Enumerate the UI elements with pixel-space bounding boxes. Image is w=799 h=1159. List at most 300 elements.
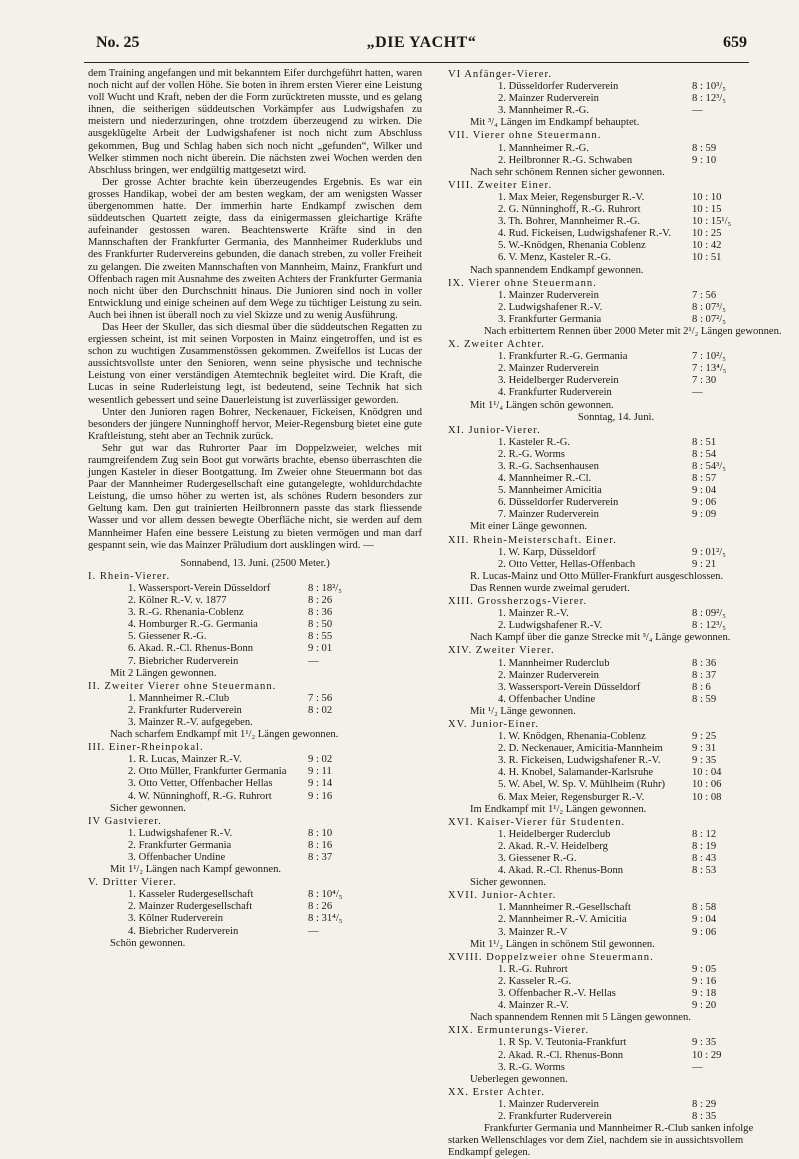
result-row xyxy=(88,754,422,766)
finish-time: 10 : 25 xyxy=(692,228,722,240)
crew-name: 2. Frankfurter Germania xyxy=(128,839,232,851)
crew-name: 1. Mannheimer Ruderclub xyxy=(498,657,610,669)
finish-time: 8 : 29 xyxy=(692,1098,717,1110)
crew-name: 1. Mainzer Ruderverein xyxy=(498,289,599,301)
race-title: VI Anfänger-Vierer. xyxy=(448,69,553,80)
race-title: XX. Erster Achter. xyxy=(448,1086,545,1098)
finish-time: — xyxy=(308,655,319,667)
journal-title: „DIE YACHT“ xyxy=(366,34,477,51)
finish-time: 8 : 50 xyxy=(308,619,333,631)
result-row xyxy=(88,705,422,717)
finish-time: 8 : 12³/₅ xyxy=(692,93,726,105)
finish-time: 10 : 29 xyxy=(692,1049,722,1061)
finish-time: 9 : 20 xyxy=(692,1000,717,1012)
crew-name: 2. Otto Müller, Frankfurter Germania xyxy=(128,766,287,778)
race-title: XII. Rhein-Meisterschaft. Einer. xyxy=(448,534,617,546)
crew-name: 1. Wassersport-Verein Düsseldorf xyxy=(128,582,271,594)
finish-time: 8 : 35 xyxy=(692,1110,717,1122)
crew-name: 1. Heidelberger Ruderclub xyxy=(498,828,611,840)
race-title: XVII. Junior-Achter. xyxy=(448,890,557,902)
crew-name: 3. Mainzer R.-V. aufgegeben. xyxy=(128,716,253,728)
finish-time: 8 : 36 xyxy=(308,607,333,619)
crew-name: 2. D. Neckenauer, Amicitia-Mannheim xyxy=(498,743,663,755)
finish-time: 9 : 35 xyxy=(692,1037,717,1049)
finish-time: 8 : 19 xyxy=(692,840,717,852)
result-row xyxy=(448,792,784,804)
result-row xyxy=(88,607,422,619)
article-paragraph: Sehr gut war das Ruhrorter Paar im Doppelzweier, welches mit raumgreifendem Zug sein Boot gut vorwärts brachte, ebenso überraschten die jungen Kasteler in dieser Bootgattung. Im Zweier ohne Steuermann bot das Paar der Mannheimer Rudergesellschaft eine gutangelegte, wohldurchdachte Leistung, die umso höher zu werten ist, als schönes Rudern besonders zur Geltung kam. Den gut trainierten Heilbronnern passte das stark fliessende Wasser und vor allem dessen bewegte Oberfläche nicht, sie werden auf dem Mannheimer Hafen eine bessere Leistung zu bieten vermögen und man darf gespannt sein, wie das Mainzer Präludium dort ausklingen wird. — xyxy=(88,442,422,551)
result-row xyxy=(448,192,784,204)
finish-time: 10 : 42 xyxy=(692,240,722,252)
finish-time: 9 : 06 xyxy=(692,926,717,938)
finish-time: 9 : 05 xyxy=(692,963,717,975)
race-note: Nach sehr schönem Rennen sicher gewonnen. xyxy=(470,166,665,178)
result-row xyxy=(448,302,784,314)
race-note: Nach spannendem Rennen mit 5 Längen gewonnen. xyxy=(470,1012,691,1024)
crew-name: 4. Offenbacher Undine xyxy=(498,693,596,705)
crew-name: 1. R Sp. V. Teutonia-Frankfurt xyxy=(498,1037,627,1049)
race-note: Nach Kampf über die ganze Strecke mit ³/₄ Länge gewonnen. xyxy=(470,632,731,644)
race-result xyxy=(88,816,422,876)
crew-name: 4. Rud. Fickeisen, Ludwigshafener R.-V. xyxy=(498,228,672,240)
crew-name: 7. Biebricher Ruderverein xyxy=(128,655,239,667)
finish-time: 8 : 58 xyxy=(692,902,717,914)
result-row xyxy=(448,461,784,473)
finish-time: 9 : 04 xyxy=(692,914,717,926)
crew-name: 2. Mainzer Ruderverein xyxy=(498,669,599,681)
finish-time: 8 : 59 xyxy=(692,142,717,154)
finish-time: 8 : 57 xyxy=(692,473,717,485)
crew-name: 3. R.-G. Sachsenhausen xyxy=(498,461,599,472)
race-result xyxy=(448,1025,784,1085)
result-row xyxy=(448,608,784,620)
result-row xyxy=(448,914,784,926)
race-result xyxy=(88,877,422,950)
result-row xyxy=(448,105,784,117)
result-row xyxy=(448,964,784,976)
result-row xyxy=(448,841,784,853)
result-row xyxy=(448,731,784,743)
result-row xyxy=(448,853,784,865)
result-row xyxy=(88,828,422,840)
race-result xyxy=(448,817,784,890)
crew-name: 7. Mainzer Ruderverein xyxy=(498,509,599,521)
result-row xyxy=(448,485,784,497)
race-result xyxy=(88,742,422,815)
finish-time: 8 : 37 xyxy=(692,669,717,681)
finish-time: 8 : 54 xyxy=(692,448,717,460)
crew-name: 6. V. Menz, Kasteler R.-G. xyxy=(498,252,611,264)
result-row xyxy=(448,779,784,791)
finish-time: 8 : 37 xyxy=(308,852,333,863)
result-row xyxy=(448,143,784,155)
crew-name: 6. Düsseldorfer Ruderverein xyxy=(498,497,619,509)
result-row xyxy=(448,216,784,228)
finish-time: 9 : 01 xyxy=(308,643,333,655)
race-title: XIV. Zweiter Vierer. xyxy=(448,645,555,657)
result-row xyxy=(88,656,422,668)
race-note: Sicher gewonnen. xyxy=(110,802,186,814)
finish-time: 10 : 06 xyxy=(692,779,722,791)
result-row xyxy=(88,693,422,705)
result-row xyxy=(88,926,422,938)
race-note: Mit 1¹/₂ Längen in schönem Stil gewonnen. xyxy=(470,938,655,950)
finish-time: 9 : 18 xyxy=(692,988,717,1000)
crew-name: 3. Offenbacher R.-V. Hellas xyxy=(498,988,616,1000)
result-row xyxy=(448,252,784,264)
finish-time: 8 : 54³/₅ xyxy=(692,461,726,472)
result-row xyxy=(448,228,784,240)
finish-time: 10 : 51 xyxy=(692,252,722,264)
result-row xyxy=(448,658,784,670)
race-title: X. Zweiter Achter. xyxy=(448,339,545,351)
crew-name: 3. Heidelberger Ruderverein xyxy=(498,375,619,387)
finish-time: 7 : 10²/₅ xyxy=(692,351,726,363)
race-result xyxy=(448,890,784,950)
crew-name: 1. Kasseler Rudergesellschaft xyxy=(128,889,254,901)
article-paragraph: Unter den Junioren ragen Bohrer, Neckenauer, Fickeisen, Knödgren und besonders der jüngere Nunninghoff hervor, Meier-Regensburg bietet eine gute Kraftleistung, steht aber an Technik zurück. xyxy=(88,406,422,442)
race-title: IV Gastvierer. xyxy=(88,815,162,827)
crew-name: 2. Kasseler R.-G. xyxy=(498,975,572,987)
race-title: V. Dritter Vierer. xyxy=(88,877,177,889)
race-note: Mit 1¹/₄ Längen schön gewonnen. xyxy=(470,399,614,411)
finish-time: 10 : 04 xyxy=(692,767,722,779)
crew-name: 6. Akad. R.-Cl. Rhenus-Bonn xyxy=(128,643,254,655)
result-row xyxy=(448,363,784,375)
race-result xyxy=(448,1087,784,1159)
result-row xyxy=(448,314,784,326)
finish-time: 8 : 18²/₅ xyxy=(308,582,342,594)
result-row xyxy=(448,290,784,302)
crew-name: 5. W.-Knödgen, Rhenania Coblenz xyxy=(498,240,646,252)
page-number: 659 xyxy=(723,34,747,51)
result-row xyxy=(448,437,784,449)
result-row xyxy=(448,743,784,755)
race-result xyxy=(448,425,784,534)
finish-time: 9 : 09 xyxy=(692,509,717,521)
finish-time: 8 : 55 xyxy=(308,631,333,643)
results-list xyxy=(88,571,422,950)
crew-name: 1. Kasteler R.-G. xyxy=(498,436,571,448)
article-paragraph: Der grosse Achter brachte kein überzeugendes Ergebnis. Es war ein grosses Handikap, wobei der am besten wegkam, der am wenigsten Wasser übergenommen hatte. Der immerhin harte Endkampf zwischen dem süddeutschen Quartett zeigte, dass da einigermassen gleichartige Kräfte aufeinander gestossen waren. Beachtenswerte Kräfte sind in den Mannschaften der Frankfurter Germania, des Mannheimer Ruderklubs und des Frankfurter Rudervereins gebunden, die danach streben, zu voller Freiheit zu gelangen. Die zweiten Mannschaften von Mannheim, Mainz, Frankfurt und Offenbach ragen mit Ausnahme des zweiten Achters der Frankfurter Germania noch nicht über den Durchschnitt hinaus. Die Junioren sind noch in voller Entwicklung und einige scheinen auf dem Wege zu tüchtiger Leistung zu sein. Auch bei ihnen ist überall noch zu viel Skizze und zu wenig Ausführung. xyxy=(88,176,422,321)
header-rule xyxy=(84,62,749,63)
result-row xyxy=(448,1037,784,1049)
finish-time: 9 : 16 xyxy=(692,975,717,987)
result-row xyxy=(448,93,784,105)
finish-time: 10 : 10 xyxy=(692,191,722,203)
finish-time: 9 : 25 xyxy=(692,731,717,743)
result-row xyxy=(88,778,422,790)
result-row xyxy=(448,767,784,779)
race-title: XIII. Grossherzogs-Vierer. xyxy=(448,596,588,608)
race-note: Mit 1¹/₂ Längen nach Kampf gewonnen. xyxy=(110,864,282,876)
result-row xyxy=(448,155,784,167)
finish-time: — xyxy=(692,1061,703,1073)
result-row xyxy=(88,840,422,852)
race-title: XVI. Kaiser-Vierer für Studenten. xyxy=(448,816,626,828)
result-row xyxy=(448,497,784,509)
crew-name: 3. R. Fickeisen, Ludwigshafener R.-V. xyxy=(498,755,661,767)
race-title: XV. Junior-Einer. xyxy=(448,718,540,730)
result-row xyxy=(448,547,784,559)
crew-name: 1. Mannheimer R.-Gesellschaft xyxy=(498,902,631,914)
race-note: Mit ¹/₂ Länge gewonnen. xyxy=(470,705,576,717)
crew-name: 1. Max Meier, Regensburger R.-V. xyxy=(498,191,645,203)
finish-time xyxy=(308,717,368,729)
finish-time: 9 : 21 xyxy=(692,558,717,570)
crew-name: 3. Wassersport-Verein Düsseldorf xyxy=(498,681,641,693)
crew-name: 1. Mannheimer R.-G. xyxy=(498,142,589,154)
race-note: Nach scharfem Endkampf mit 1¹/₂ Längen gewonnen. xyxy=(110,729,339,741)
crew-name: 2. Ludwigshafener R.-V. xyxy=(498,301,603,313)
result-row xyxy=(448,375,784,387)
page-header xyxy=(96,34,747,56)
finish-time: 8 : 07²/₅ xyxy=(692,313,726,325)
result-row xyxy=(448,902,784,914)
result-row xyxy=(448,829,784,841)
result-row xyxy=(448,240,784,252)
finish-time: 8 : 26 xyxy=(308,595,333,607)
result-row xyxy=(448,81,784,93)
result-row xyxy=(448,204,784,216)
result-row xyxy=(448,976,784,988)
crew-name: 3. Offenbacher Undine xyxy=(128,852,226,863)
crew-name: 1. W. Knödgen, Rhenania-Coblenz xyxy=(498,731,646,743)
race-title: I. Rhein-Vierer. xyxy=(88,570,171,582)
race-result xyxy=(448,69,784,129)
finish-time: 8 : 10 xyxy=(308,827,333,839)
crew-name: 6. Max Meier, Regensburger R.-V. xyxy=(498,791,645,803)
race-title: III. Einer-Rheinpokal. xyxy=(88,742,204,754)
finish-time: 8 : 09²/₅ xyxy=(692,608,726,620)
finish-time: 8 : 26 xyxy=(308,901,333,913)
crew-name: 3. R.-G. Worms xyxy=(498,1061,565,1073)
result-row xyxy=(448,559,784,571)
results-list xyxy=(448,69,784,412)
result-row xyxy=(88,913,422,925)
finish-time: 9 : 01²/₅ xyxy=(692,546,726,558)
crew-name: 2. Heilbronner R.-G. Schwaben xyxy=(498,154,633,166)
left-column xyxy=(88,68,422,950)
crew-name: 1. Mainzer Ruderverein xyxy=(498,1098,599,1110)
crew-name: 3. Kölner Ruderverein xyxy=(128,913,224,925)
race-title: VIII. Zweiter Einer. xyxy=(448,179,553,191)
finish-time: 9 : 10 xyxy=(692,154,717,166)
result-row xyxy=(448,1062,784,1074)
finish-time: 9 : 04 xyxy=(692,485,717,497)
race-title: VII. Vierer ohne Steuermann. xyxy=(448,130,602,142)
crew-name: 4. W. Nünninghoff, R.-G. Ruhrort xyxy=(128,790,272,802)
finish-time: 9 : 02 xyxy=(308,754,333,766)
race-result xyxy=(88,681,422,741)
result-row xyxy=(88,717,422,729)
result-row xyxy=(88,595,422,607)
crew-name: 2. Kölner R.-V. v. 1877 xyxy=(128,595,227,607)
crew-name: 3. Mannheimer R.-G. xyxy=(498,105,589,117)
result-row xyxy=(88,766,422,778)
crew-name: 5. W. Abel, W. Sp. V. Mühlheim (Ruhr) xyxy=(498,779,666,791)
crew-name: 4. Biebricher Ruderverein xyxy=(128,925,239,937)
crew-name: 2. Mannheimer R.-V. Amicitia xyxy=(498,914,627,926)
issue-number: No. 25 xyxy=(96,34,140,51)
finish-time: 7 : 13⁴/₅ xyxy=(692,363,727,375)
article-paragraph: Das Heer der Skuller, das sich diesmal über die süddeutschen Regatten zu ergiessen scheint, ist mit seinen Vorposten in Mainz eingetroffen, und ist es schon zu wuchtigen Zusammenstössen gekommen. Zweifellos ist Lucas der aussichtsvollste unter den Senioren, wenn seine physische und technische Leistung von einer verständigen Atemtechnik begleitet wird. Die Kraft, die Lucas in seine Ruderleistung legt, ist bedeutend, seine Technik hat sich wesentlich gebessert und seine Dauerleistung ist zuverlässiger geworden. xyxy=(88,321,422,406)
result-row xyxy=(448,473,784,485)
crew-name: 1. Frankfurter R.-G. Germania xyxy=(498,351,628,363)
race-result xyxy=(448,719,784,816)
crew-name: 1. R. Lucas, Mainzer R.-V. xyxy=(128,754,242,766)
finish-time: — xyxy=(308,925,319,937)
finish-time: 10 : 15¹/₅ xyxy=(692,216,732,228)
finish-time: 8 : 6 xyxy=(692,681,711,693)
finish-time: 8 : 59 xyxy=(692,693,717,705)
finish-time: 7 : 30 xyxy=(692,375,717,387)
result-row xyxy=(88,631,422,643)
session-heading: Sonntag, 14. Juni. xyxy=(577,411,655,423)
finish-time: 9 : 35 xyxy=(692,755,717,767)
crew-name: 2. Ludwigshafener R.-V. xyxy=(498,620,603,632)
crew-name: 2. Mainzer Ruderverein xyxy=(498,93,599,105)
crew-name: 3. Giessener R.-G. xyxy=(498,853,577,864)
crew-name: 2. Frankfurter Ruderverein xyxy=(498,1110,612,1122)
crew-name: 3. Otto Vetter, Offenbacher Hellas xyxy=(128,778,273,790)
race-note: Schön gewonnen. xyxy=(110,937,186,949)
finish-time: 8 : 10³/₅ xyxy=(692,81,726,93)
result-row xyxy=(448,865,784,877)
result-row xyxy=(448,927,784,939)
finish-time: 9 : 16 xyxy=(308,790,333,802)
crew-name: 2. Frankfurter Ruderverein xyxy=(128,704,242,716)
crew-name: 4. H. Knobel, Salamander-Karlsruhe xyxy=(498,767,654,779)
race-note: Nach spannendem Endkampf gewonnen. xyxy=(470,264,644,276)
result-row xyxy=(448,694,784,706)
race-result xyxy=(448,645,784,718)
crew-name: 3. Th. Bohrer, Mannheimer R.-G. xyxy=(498,216,641,228)
finish-time: — xyxy=(692,387,703,399)
crew-name: 4. Mainzer R.-V. xyxy=(498,1000,569,1012)
result-row xyxy=(448,1099,784,1111)
crew-name: 1. Mainzer R.-V. xyxy=(498,608,569,620)
race-title: II. Zweiter Vierer ohne Steuermann. xyxy=(88,680,277,692)
race-result xyxy=(448,535,784,595)
crew-name: 3. R.-G. Rhenania-Coblenz xyxy=(128,607,244,619)
crew-name: 3. Frankfurter Germania xyxy=(498,313,602,325)
finish-time: 8 : 12³/₅ xyxy=(692,620,726,632)
crew-name: 4. Homburger R.-G. Germania xyxy=(128,619,258,631)
right-column xyxy=(448,68,784,1159)
result-row xyxy=(448,620,784,632)
race-title: XI. Junior-Vierer. xyxy=(448,424,541,436)
finish-time: — xyxy=(692,105,703,117)
result-row xyxy=(448,449,784,461)
finish-time: 8 : 36 xyxy=(692,657,717,669)
finish-time: 9 : 06 xyxy=(692,497,717,509)
race-note: Mit einer Länge gewonnen. xyxy=(470,521,588,533)
crew-name: 4. Frankfurter Ruderverein xyxy=(498,387,612,399)
crew-name: 4. Mannheimer R.-Cl. xyxy=(498,473,592,485)
finish-time: 10 : 08 xyxy=(692,791,722,803)
result-row xyxy=(448,670,784,682)
result-row xyxy=(448,1111,784,1123)
finish-time: 8 : 51 xyxy=(692,436,717,448)
result-row xyxy=(448,509,784,521)
race-title: XVIII. Doppelzweier ohne Steuermann. xyxy=(448,951,654,963)
race-result xyxy=(88,571,422,680)
crew-name: 4. Akad. R.-Cl. Rhenus-Bonn xyxy=(498,865,624,877)
result-row xyxy=(88,583,422,595)
finish-time: 9 : 11 xyxy=(308,766,332,778)
crew-name: 1. Mannheimer R.-Club xyxy=(128,692,230,704)
crew-name: 2. Akad. R.-Cl. Rhenus-Bonn xyxy=(498,1049,624,1061)
crew-name: 2. Mainzer Ruderverein xyxy=(498,363,599,375)
finish-time: 8 : 43 xyxy=(692,853,717,864)
results-list xyxy=(448,425,784,1159)
finish-time: 9 : 31 xyxy=(692,743,717,755)
result-row xyxy=(88,619,422,631)
finish-time: 8 : 10⁴/₅ xyxy=(308,889,343,901)
result-row xyxy=(448,1050,784,1062)
finish-time: 7 : 56 xyxy=(308,692,333,704)
finish-time: 7 : 56 xyxy=(692,289,717,301)
race-result xyxy=(448,278,784,338)
crew-name: 1. Düsseldorfer Ruderverein xyxy=(498,81,619,93)
crew-name: 1. W. Karp, Düsseldorf xyxy=(498,546,596,558)
race-note: R. Lucas-Mainz und Otto Müller-Frankfurt ausgeschlossen. xyxy=(470,570,724,582)
race-result xyxy=(448,339,784,412)
result-row xyxy=(448,755,784,767)
result-row xyxy=(448,351,784,363)
crew-name: 2. Otto Vetter, Hellas-Offenbach xyxy=(498,558,636,570)
race-result xyxy=(448,180,784,277)
session-heading: Sonnabend, 13. Juni. (2500 Meter.) xyxy=(180,557,330,569)
race-note: Das Rennen wurde zweimal gerudert. xyxy=(470,582,630,594)
race-title: IX. Vierer ohne Steuermann. xyxy=(448,277,597,289)
result-row xyxy=(88,852,422,864)
crew-name: 1. R.-G. Ruhrort xyxy=(498,963,568,975)
race-note: Mit 2 Längen gewonnen. xyxy=(110,667,217,679)
finish-time: 10 : 15 xyxy=(692,204,722,216)
result-row xyxy=(448,988,784,1000)
result-row xyxy=(88,901,422,913)
result-row xyxy=(448,1000,784,1012)
race-note: Mit ³/₄ Längen im Endkampf behauptet. xyxy=(470,117,640,129)
finish-time: 8 : 31⁴/₅ xyxy=(308,913,343,925)
race-result xyxy=(448,952,784,1025)
finish-time: 8 : 16 xyxy=(308,839,333,851)
finish-time: 8 : 12 xyxy=(692,828,717,840)
result-row xyxy=(88,643,422,655)
race-note: Ueberlegen gewonnen. xyxy=(470,1073,568,1085)
article-paragraph: dem Training angefangen und mit bekanntem Eifer durchgeführt hatten, waren noch nicht auf der vollen Höhe. Sie boten in ihrem ersten Vierer eine Leistung voll Wucht und Kraft, neben der die Form zurücktreten musste, und es gelang ihnen, die seitherigen süddeutschen Vorkämpfer aus Ludwigshafen zu meistern und niederzuringen, ohne trotzdem überzeugend zu wirken. Die ausgeklügelte Arbeit der Ludwigshafener ist noch nicht zum Abschluss gekommen, Bug und Schlag haben sich noch nicht „gefunden“, Wilker und Welker stimmen noch nicht überein. Die nächsten zwei Wochen werden den Abschluss bringen, wer endgültig mattgesetzt wird. xyxy=(88,68,422,176)
race-title: XIX. Ermunterungs-Vierer. xyxy=(448,1025,590,1037)
crew-name: 2. G. Nünninghoff, R.-G. Ruhrort xyxy=(498,204,641,216)
race-result xyxy=(448,596,784,644)
race-note: Frankfurter Germania und Mannheimer R.-Club sanken infolge starken Wellenschlages vor dem Ziel, nachdem sie in aussichtsvollem Endkampf gelegen. xyxy=(448,1123,754,1159)
crew-name: 5. Giessener R.-G. xyxy=(128,631,207,643)
crew-name: 5. Mannheimer Amicitia xyxy=(498,485,602,497)
result-row xyxy=(448,682,784,694)
race-result xyxy=(448,130,784,178)
crew-name: 2. Mainzer Rudergesellschaft xyxy=(128,901,253,913)
crew-name: 2. Akad. R.-V. Heidelberg xyxy=(498,840,608,852)
crew-name: 3. Mainzer R.-V xyxy=(498,926,568,938)
crew-name: 1. Ludwigshafener R.-V. xyxy=(128,827,233,839)
result-row xyxy=(88,791,422,803)
race-note: Sicher gewonnen. xyxy=(470,877,546,889)
race-note: Im Endkampf mit 1¹/₂ Längen gewonnen. xyxy=(470,803,647,815)
race-note: Nach erbittertem Rennen über 2000 Meter mit 2¹/₂ Längen gewonnen. xyxy=(484,325,782,337)
finish-time: 8 : 07³/₅ xyxy=(692,301,726,313)
